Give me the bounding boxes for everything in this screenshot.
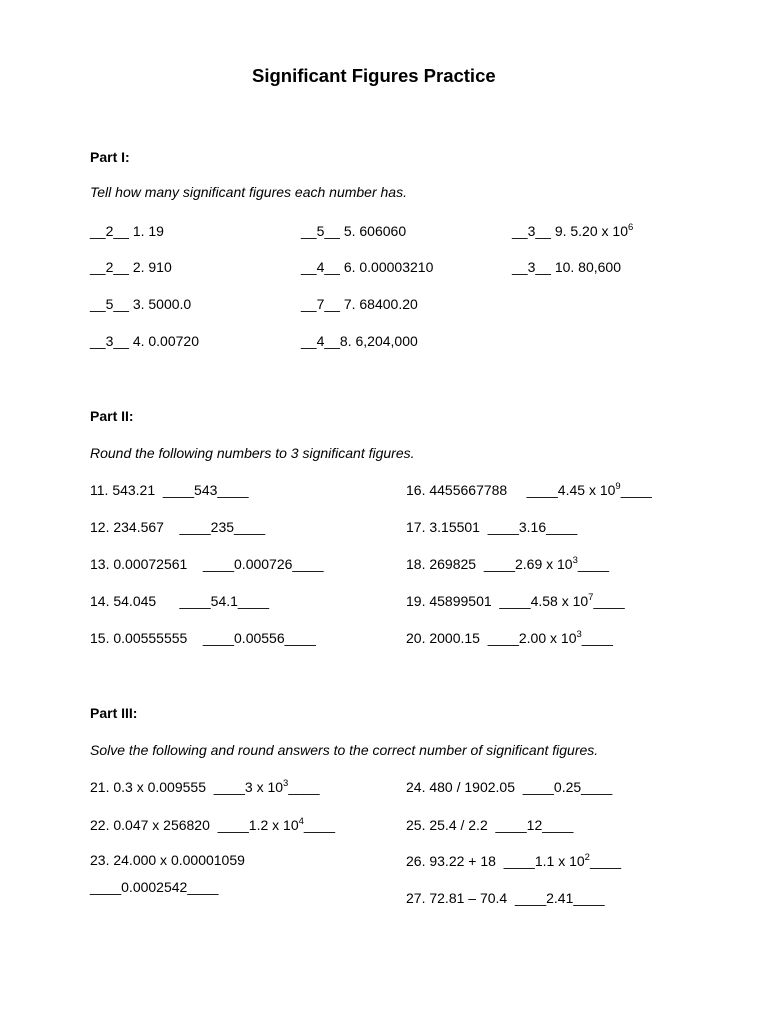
list-item	[406, 780, 612, 794]
item-text: 20. 2000.15 ____2.00 x 10	[406, 630, 577, 646]
item-text: 14. 54.045 ____54.1____	[90, 593, 270, 609]
item-text: 15. 0.00555555 ____0.00556____	[90, 630, 316, 646]
exponent: 3	[572, 555, 578, 566]
part1-heading: Part I:	[90, 149, 130, 165]
exponent: 6	[628, 222, 634, 233]
list-item	[406, 520, 577, 534]
answer-blank: ____	[620, 482, 652, 498]
list-item	[512, 260, 621, 274]
exponent: 7	[588, 592, 594, 603]
list-item	[406, 483, 652, 497]
item-text: 19. 45899501 ____4.58 x 10	[406, 593, 589, 609]
list-item	[406, 818, 573, 832]
list-item	[406, 557, 609, 571]
item-text: __7__ 7. 68400.20	[301, 296, 418, 312]
answer-blank: ____	[303, 817, 336, 833]
answer-blank: ____	[288, 779, 320, 795]
list-item	[90, 594, 269, 608]
item-text: __4__ 6. 0.00003210	[301, 259, 434, 275]
item-text: __3__ 10. 80,600	[512, 259, 621, 275]
item-text: 22. 0.047 x 256820 ____1.2 x 10	[90, 817, 299, 833]
list-item	[90, 853, 245, 867]
item-text: 16. 4455667788 ____4.45 x 10	[406, 482, 616, 498]
answer-blank: ____	[577, 556, 610, 572]
list-item	[512, 224, 633, 238]
list-item	[90, 224, 164, 238]
list-item	[301, 224, 406, 238]
item-text: 27. 72.81 – 70.4 ____2.41____	[406, 890, 605, 906]
list-item	[90, 631, 316, 645]
exponent: 9	[615, 481, 621, 492]
answer-blank: ____	[593, 593, 625, 609]
part2-heading: Part II:	[90, 408, 134, 424]
answer-blank: ____	[581, 630, 613, 646]
part3-heading: Part III:	[90, 705, 138, 721]
list-item	[90, 260, 172, 274]
list-item	[90, 780, 320, 794]
item-text: 17. 3.15501 ____3.16____	[406, 519, 578, 535]
list-item	[406, 891, 605, 905]
list-item	[90, 334, 199, 348]
list-item	[301, 260, 433, 274]
item-text: __2__ 2. 910	[90, 259, 172, 275]
item-text: 18. 269825 ____2.69 x 10	[406, 556, 573, 572]
item-text: 21. 0.3 x 0.009555 ____3 x 10	[90, 779, 284, 795]
list-item	[406, 594, 625, 608]
item-text: __2__ 1. 19	[90, 223, 164, 239]
list-item	[406, 854, 621, 868]
item-text: 12. 234.567 ____235____	[90, 519, 266, 535]
item-text: 13. 0.00072561 ____0.000726____	[90, 556, 324, 572]
answer-blank: ____	[589, 853, 622, 869]
list-item	[301, 334, 418, 348]
list-item	[301, 297, 418, 311]
exponent: 3	[283, 778, 289, 789]
list-item	[90, 297, 191, 311]
list-item	[90, 880, 218, 894]
list-item	[90, 483, 249, 497]
item-text: __4__8. 6,204,000	[301, 333, 418, 349]
part1-instruction: Tell how many significant figures each number has.	[90, 184, 407, 200]
exponent: 2	[584, 852, 590, 863]
item-text: 24. 480 / 1902.05 ____0.25____	[406, 779, 613, 795]
item-text: __3__ 9. 5.20 x 10	[512, 223, 628, 239]
item-text: 23. 24.000 x 0.00001059	[90, 852, 245, 868]
part3-instruction: Solve the following and round answers to the correct number of significant figures.	[90, 742, 599, 758]
item-text: 25. 25.4 / 2.2 ____12____	[406, 817, 574, 833]
item-text: 11. 543.21 ____543____	[90, 482, 249, 498]
exponent: 4	[298, 816, 304, 827]
list-item	[406, 631, 613, 645]
list-item	[90, 818, 335, 832]
part2-instruction: Round the following numbers to 3 significant figures.	[90, 445, 415, 461]
item-text: 26. 93.22 + 18 ____1.1 x 10	[406, 853, 585, 869]
item-text: __3__ 4. 0.00720	[90, 333, 199, 349]
list-item	[90, 520, 265, 534]
item-text: __5__ 5. 606060	[301, 223, 407, 239]
item-text: __5__ 3. 5000.0	[90, 296, 192, 312]
page-title: Significant Figures Practice	[252, 65, 496, 86]
item-text: ____0.0002542____	[90, 879, 219, 895]
exponent: 3	[576, 629, 582, 640]
list-item	[90, 557, 324, 571]
